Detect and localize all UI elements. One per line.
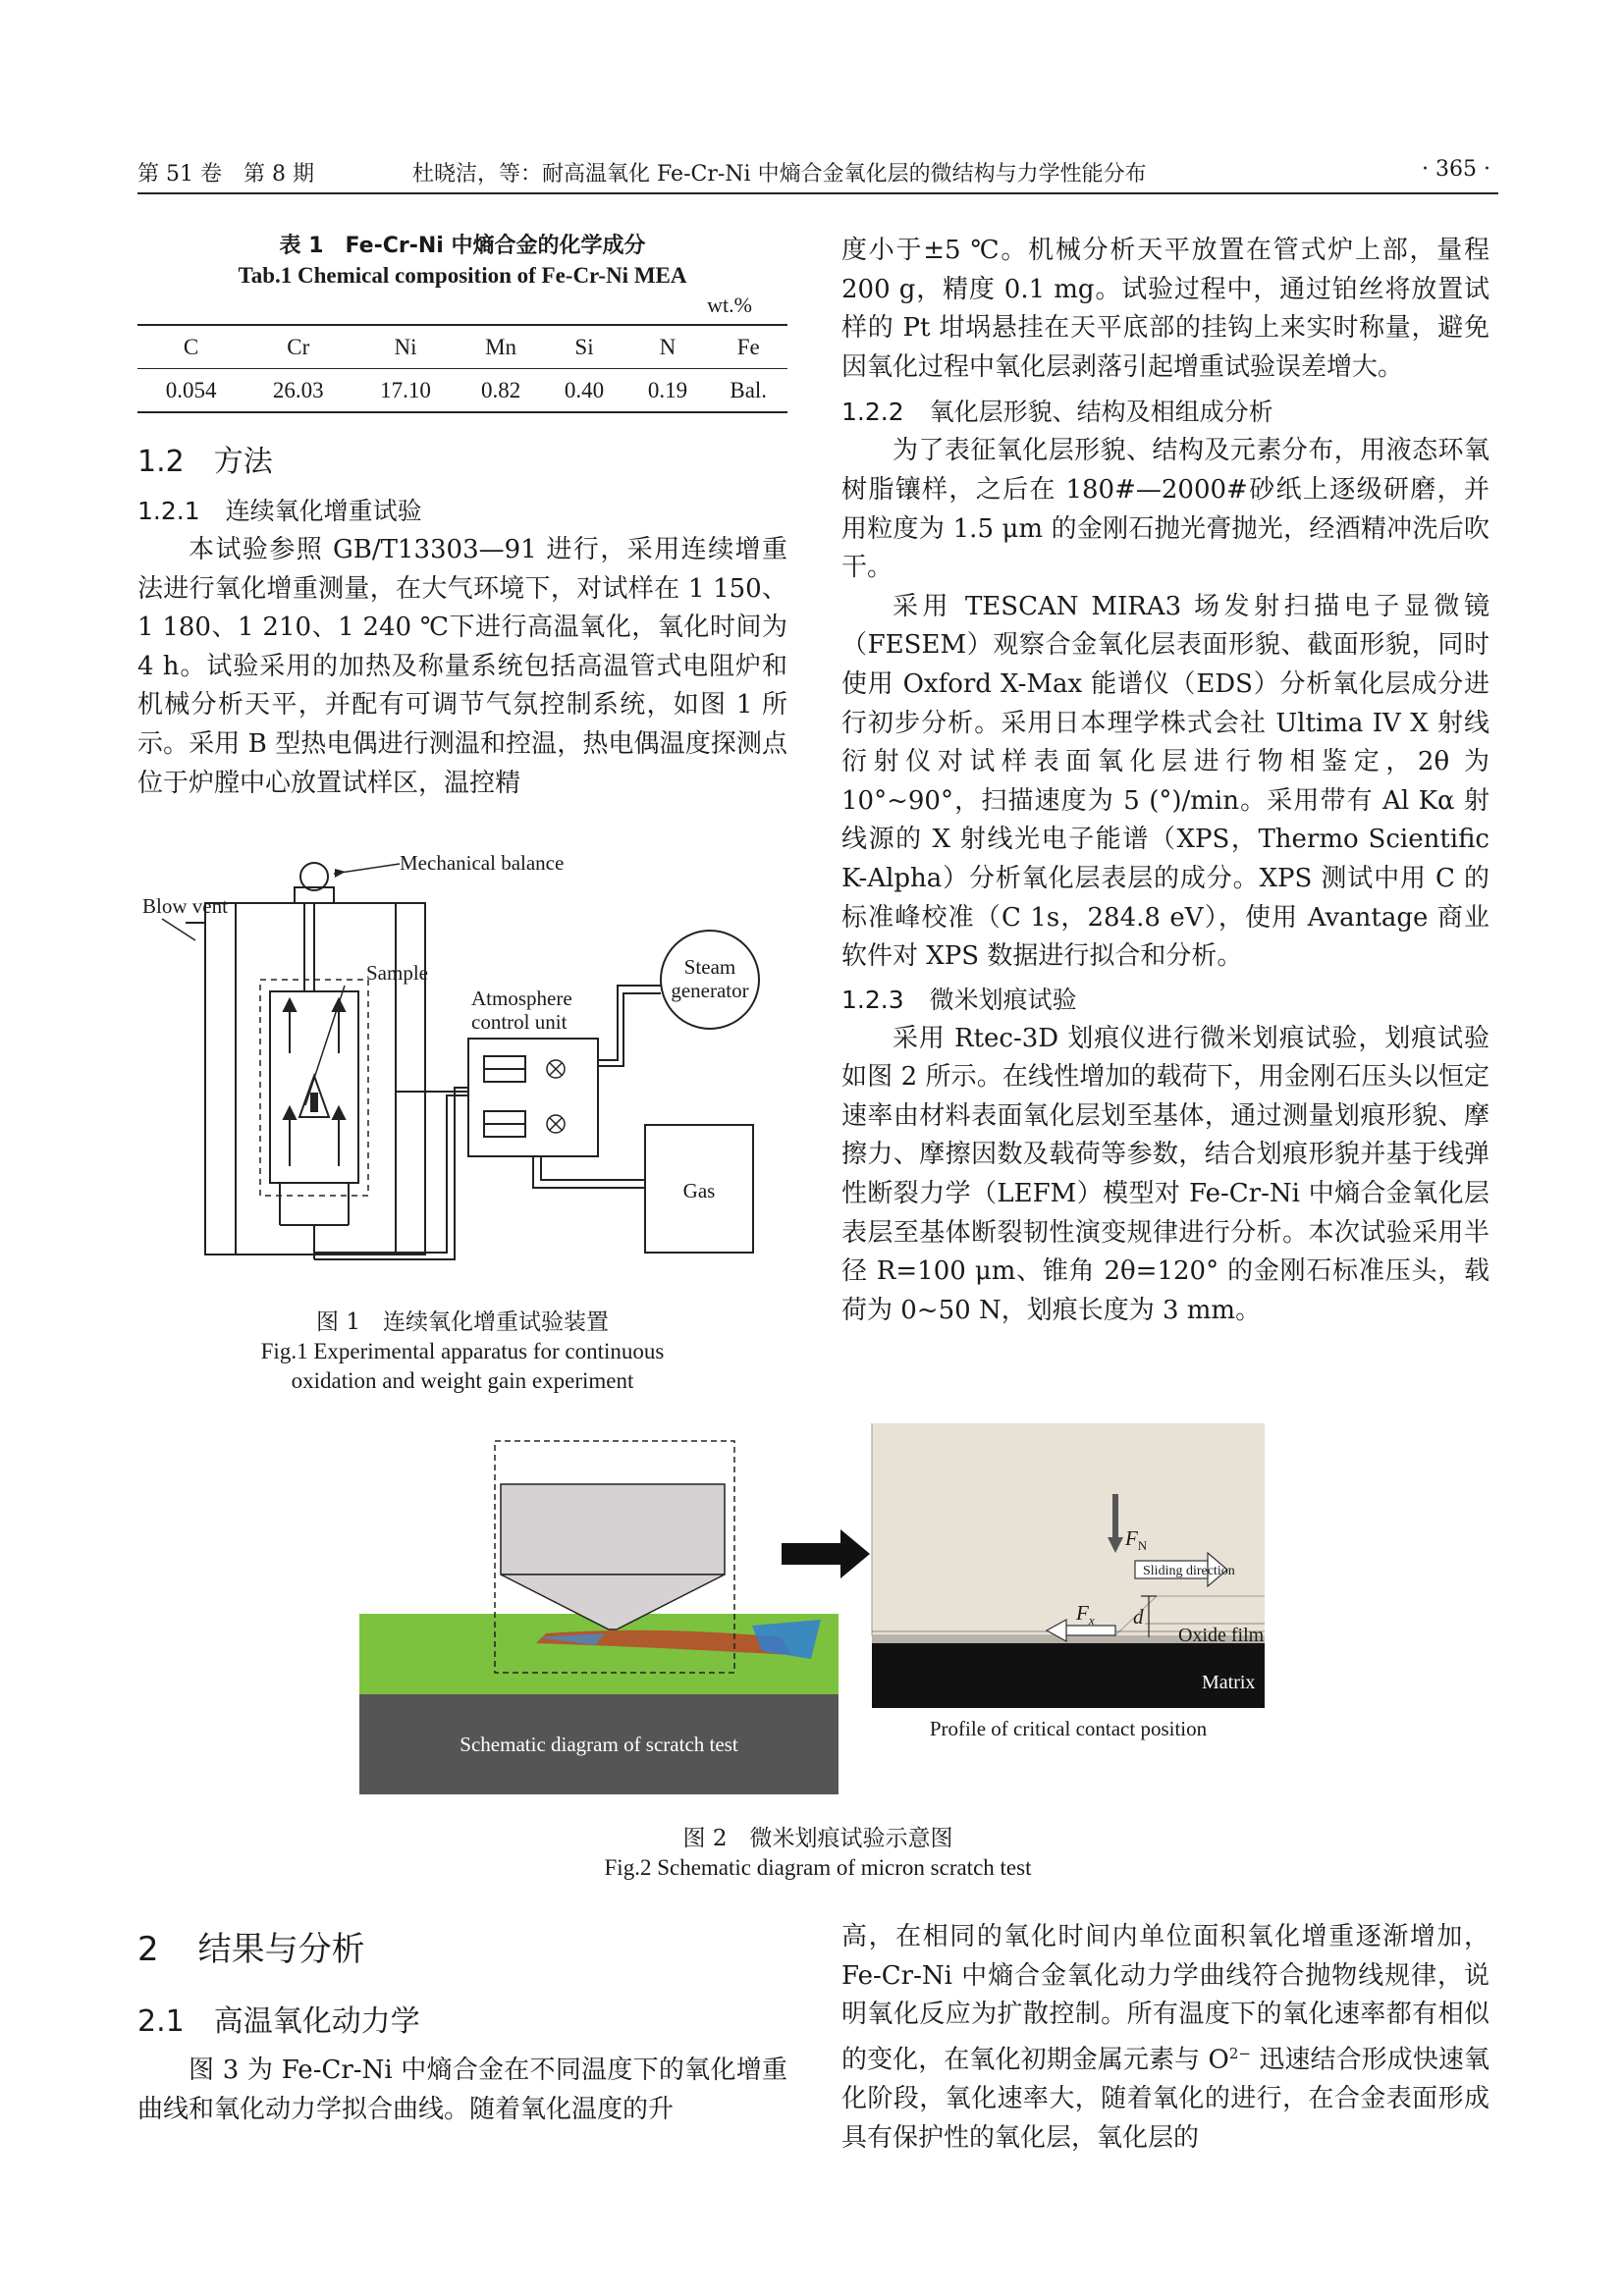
label-control-unit: control unit <box>471 1010 568 1034</box>
val-N: 0.19 <box>647 377 688 402</box>
right-column-bottom <box>841 1918 1489 2158</box>
section-heading-2-1 <box>137 2001 787 2044</box>
left-column <box>137 232 787 803</box>
col-Cr: Cr <box>287 334 310 359</box>
section-number: 1.2 <box>137 445 185 479</box>
fig1-caption-en-2: oxidation and weight gain experiment <box>291 1368 634 1393</box>
section-title: 连续氧化增重试验 <box>225 497 422 525</box>
val-Mn: 0.82 <box>480 377 521 402</box>
header-rule <box>137 192 1498 194</box>
section-heading-1-2 <box>137 441 787 484</box>
left-column-bottom <box>137 1926 787 2129</box>
table-header-row <box>137 325 787 369</box>
section-number: 2 <box>137 1930 159 1969</box>
journal-volume: 第 51 卷 第 8 期 <box>137 162 314 187</box>
section-heading-1-2-3 <box>841 981 1489 1020</box>
paragraph-1-2-2-b: 采用 TESCAN MIRA3 场发射扫描电子显微镜（FESEM）观察合金氧化层表面形貌、截面形貌，同时使用 Oxford X-Max 能谱仪（EDS）分析氧化层成分进行初步分析。采用日本理学株式会社 Ultima IV X 射线衍射仪对试样表面氧化层进行物相鉴定，2θ 为 10°~90°，扫描速度为 5 (°)/min。采用带有 Al Kα 射线源的 X 射线光电子能谱（XPS，Thermo Scientific K-Alpha）分析氧化层表层的成分。XPS 测试中用 C 的标准峰校准（C 1s，284.8 eV），使用 Avantage 商业软件对 XPS 数据进行拟合和分析。 <box>841 591 1489 972</box>
figure-1-apparatus <box>142 852 790 1292</box>
label-oxide-film: Oxide film <box>1178 1625 1265 1646</box>
paragraph-2-1-continued: 高，在相同的氧化时间内单位面积氧化增重逐渐增加，Fe-Cr-Ni 中熵合金氧化动力学曲线符合抛物线规律，说明氧化反应为扩散控制。所有温度下的氧化速率都有相似的变化，在氧化初期金属元素与 $O^{2-}$ 迅速结合形成快速氧化阶段，氧化速率大，随着氧化的进行，在合金表面形成具有保护性的氧化层，氧化层的 <box>841 1922 1489 2153</box>
right-column <box>841 232 1489 1330</box>
figure-1-caption <box>137 1308 787 1396</box>
table-row <box>137 369 787 413</box>
paragraph-1-2-1: 本试验参照 GB/T13303—91 进行，采用连续增重法进行氧化增重测量，在大气环境下，对试样在 1 150、1 180、1 210、1 240 ℃下进行高温氧化，氧化时间为 4 h。试验采用的加热及称量系统包括高温管式电阻炉和机械分析天平，并配有可调节气氛控制系统，如图 1 所示。采用 B 型热电偶进行测温和控温，热电偶温度探测点位于炉膛中心放置试样区，温控精 <box>137 535 787 798</box>
fig1-caption-en-1: Fig.1 Experimental apparatus for continuous <box>260 1339 665 1363</box>
col-N: N <box>659 334 677 359</box>
figure-2-caption <box>137 1824 1498 1883</box>
label-fn: $F_N$ <box>1125 1526 1148 1553</box>
table-title-cn: 表 1 Fe-Cr-Ni 中熵合金的化学成分 <box>279 234 646 258</box>
figure-2-scratch-test <box>359 1423 1265 1794</box>
val-Fe: Bal. <box>730 377 768 402</box>
composition-table <box>137 324 787 413</box>
label-steam: Steam <box>683 955 736 979</box>
fig2-caption-en: Fig.2 Schematic diagram of micron scratch test <box>604 1855 1032 1880</box>
section-title: 氧化层形貌、结构及相组成分析 <box>929 398 1273 427</box>
label-gas: Gas <box>682 1179 716 1202</box>
table-title-en: Tab.1 Chemical composition of Fe-Cr-Ni MEA <box>238 263 687 288</box>
label-scratch-test: Schematic diagram of scratch test <box>460 1733 738 1756</box>
section-title: 方法 <box>213 445 273 479</box>
section-heading-2 <box>137 1926 787 1973</box>
page-number: · 365 · <box>1422 157 1490 182</box>
label-matrix: Matrix <box>1202 1672 1256 1693</box>
paragraph-1-2-3: 采用 Rtec-3D 划痕仪进行微米划痕试验，划痕试验如图 2 所示。在线性增加的载荷下，用金刚石压头以恒定速率由材料表面氧化层划至基体，通过测量划痕形貌、摩擦力、摩擦因数及载荷等参数，结合划痕形貌并基于线弹性断裂力学（LEFM）模型对 Fe-Cr-Ni 中熵合金氧化层表层至基体断裂韧性演变规律进行分析。本次试验采用半径 R=100 μm、锥角 2θ=120° 的金刚石标准压头，载荷为 0~50 N，划痕长度为 3 mm。 <box>841 1023 1489 1325</box>
section-heading-1-2-1 <box>137 492 787 531</box>
label-sample: Sample <box>366 961 428 985</box>
section-title: 高温氧化动力学 <box>213 2004 420 2039</box>
table-unit: wt.% <box>707 293 752 317</box>
label-generator: generator <box>671 979 749 1002</box>
section-title: 结果与分析 <box>197 1930 365 1969</box>
zoom-arrow <box>840 1529 870 1578</box>
label-mechanical-balance: Mechanical balance <box>400 852 565 875</box>
label-sliding-direction: Sliding direction <box>1143 1564 1235 1578</box>
section-heading-1-2-2 <box>841 393 1489 432</box>
fig2-caption-cn: 图 2 微米划痕试验示意图 <box>682 1826 953 1851</box>
section-number: 1.2.3 <box>841 985 904 1014</box>
label-fx: $F_x$ <box>1076 1601 1095 1628</box>
col-Fe: Fe <box>736 334 760 359</box>
indenter-holder <box>501 1484 725 1575</box>
label-critical-contact: Profile of critical contact position <box>929 1717 1208 1740</box>
section-title: 微米划痕试验 <box>929 985 1077 1014</box>
val-Cr: 26.03 <box>272 377 324 402</box>
balance-dial <box>300 863 328 890</box>
col-Si: Si <box>574 334 594 359</box>
col-Ni: Ni <box>394 334 417 359</box>
val-Si: 0.40 <box>564 377 605 402</box>
section-number: 1.2.2 <box>841 398 904 427</box>
col-Mn: Mn <box>485 334 517 359</box>
val-Ni: 17.10 <box>380 377 431 402</box>
section-number: 2.1 <box>137 2004 185 2039</box>
paragraph-1-2-2-a: 为了表征氧化层形貌、结构及元素分布，用液态环氧树脂镶样，之后在 180#—2000#砂纸上逐级研磨，并用粒度为 1.5 μm 的金刚石抛光膏抛光，经酒精冲洗后吹干。 <box>841 436 1489 583</box>
val-C: 0.054 <box>165 377 217 402</box>
label-atmosphere: Atmosphere <box>471 987 572 1010</box>
paragraph-continued: 度小于±5 ℃。机械分析天平放置在管式炉上部，量程 200 g，精度 0.1 mg。试验过程中，通过铂丝将放置试样的 Pt 坩埚悬挂在天平底部的挂钩上来实时称量，避免因氧化过程中氧化层剥落引起增重试验误差增大。 <box>841 236 1489 382</box>
running-title: 杜晓洁，等：耐高温氧化 Fe-Cr-Ni 中熵合金氧化层的微结构与力学性能分布 <box>412 162 1147 187</box>
fig1-caption-cn: 图 1 连续氧化增重试验装置 <box>316 1309 609 1335</box>
section-number: 1.2.1 <box>137 497 200 525</box>
label-blow-vent: Blow vent <box>142 894 228 918</box>
label-d: d <box>1133 1605 1144 1629</box>
col-C: C <box>183 334 199 359</box>
paragraph-2-1: 图 3 为 Fe-Cr-Ni 中熵合金在不同温度下的氧化增重曲线和氧化动力学拟合曲线。随着氧化温度的升 <box>137 2056 787 2124</box>
